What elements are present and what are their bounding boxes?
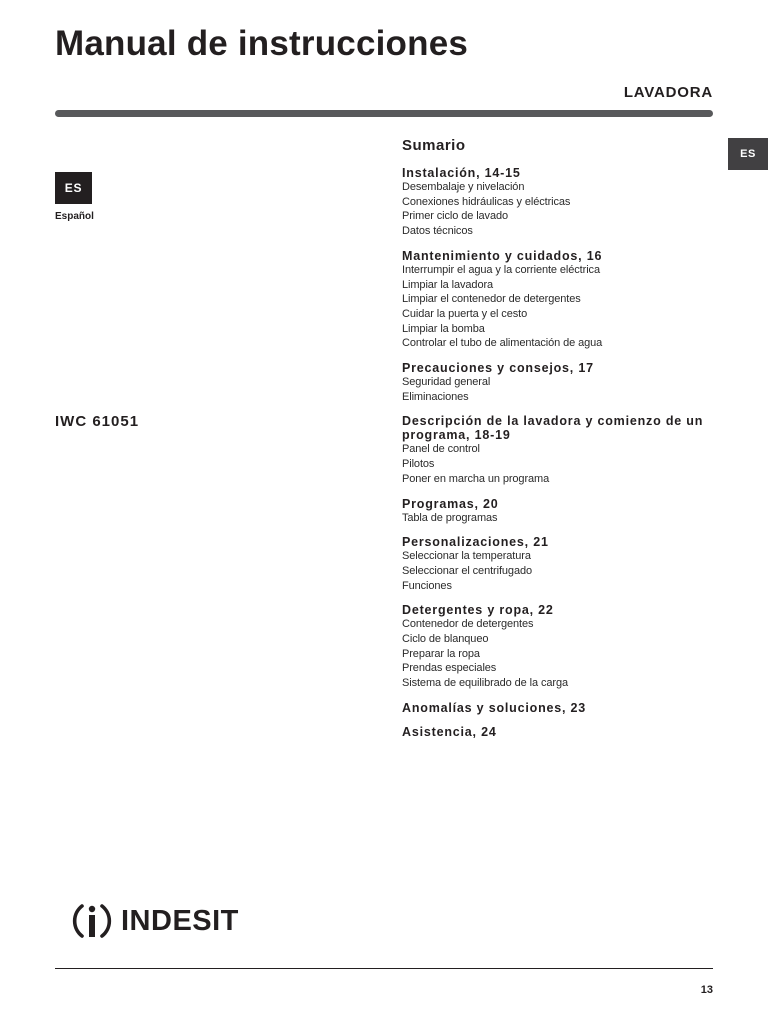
toc-subitem: Datos técnicos bbox=[402, 225, 473, 238]
toc-subitem-list bbox=[402, 180, 722, 239]
brand-name: INDESIT bbox=[121, 904, 239, 937]
toc-subitem-list bbox=[402, 263, 722, 351]
toc-subitem: Conexiones hidráulicas y eléctricas bbox=[402, 195, 571, 208]
toc-section-title[interactable]: Anomalías y soluciones, 23 bbox=[402, 700, 587, 715]
toc-section bbox=[402, 701, 722, 715]
toc-subitem: Sistema de equilibrado de la carga bbox=[402, 677, 568, 690]
toc-section bbox=[402, 361, 722, 404]
toc-section bbox=[402, 725, 722, 739]
model-number: IWC 61051 bbox=[55, 413, 140, 430]
toc-section-title[interactable]: Programas, 20 bbox=[402, 496, 499, 511]
toc-subitem: Controlar el tubo de alimentación de agua bbox=[402, 337, 603, 350]
toc-section bbox=[402, 166, 722, 239]
page-number: 13 bbox=[700, 984, 713, 996]
toc-subitem: Ciclo de blanqueo bbox=[402, 633, 489, 646]
toc-subitem-list bbox=[402, 549, 722, 593]
footer-divider bbox=[55, 968, 713, 969]
toc-subitem: Eliminaciones bbox=[402, 390, 469, 403]
toc-section bbox=[402, 414, 722, 486]
table-of-contents bbox=[402, 137, 722, 749]
language-name: Español bbox=[55, 211, 94, 222]
toc-section-title[interactable]: Detergentes y ropa, 22 bbox=[402, 603, 554, 618]
toc-subitem: Pilotos bbox=[402, 458, 435, 471]
toc-subitem: Limpiar la lavadora bbox=[402, 278, 494, 291]
toc-subitem-list bbox=[402, 511, 722, 526]
language-side-tab: ES bbox=[728, 138, 768, 170]
page-title: Manual de instrucciones bbox=[55, 24, 469, 63]
toc-subitem: Seleccionar el centrifugado bbox=[402, 564, 532, 577]
toc-subitem-list bbox=[402, 617, 722, 691]
toc-section-title[interactable]: Personalizaciones, 21 bbox=[402, 535, 549, 550]
language-code-badge: ES bbox=[55, 172, 92, 204]
toc-subitem: Interrumpir el agua y la corriente eléctrica bbox=[402, 263, 600, 276]
toc-section bbox=[402, 535, 722, 593]
toc-section-title[interactable]: Mantenimiento y cuidados, 16 bbox=[402, 248, 603, 263]
toc-subitem-list bbox=[402, 442, 722, 486]
toc-subitem: Contenedor de detergentes bbox=[402, 618, 534, 631]
toc-subitem: Panel de control bbox=[402, 443, 480, 456]
toc-subitem: Cuidar la puerta y el cesto bbox=[402, 307, 528, 320]
toc-section-title[interactable]: Descripción de la lavadora y comienzo de un programa, 18-19 bbox=[402, 414, 704, 443]
toc-heading: Sumario bbox=[402, 137, 466, 154]
toc-subitem-list bbox=[402, 375, 722, 404]
toc-section-title[interactable]: Precauciones y consejos, 17 bbox=[402, 361, 594, 376]
toc-sections bbox=[402, 166, 722, 739]
toc-subitem: Desembalaje y nivelación bbox=[402, 181, 525, 193]
header-divider bbox=[55, 110, 713, 117]
indesit-i-logo-icon bbox=[68, 897, 116, 945]
toc-subitem: Primer ciclo de lavado bbox=[402, 210, 509, 223]
toc-subitem: Seleccionar la temperatura bbox=[402, 550, 531, 563]
document-type: LAVADORA bbox=[623, 84, 713, 101]
toc-section bbox=[402, 249, 722, 351]
toc-subitem: Tabla de programas bbox=[402, 511, 498, 524]
toc-subitem: Limpiar la bomba bbox=[402, 322, 485, 335]
toc-subitem: Poner en marcha un programa bbox=[402, 472, 550, 485]
toc-section-title[interactable]: Asistencia, 24 bbox=[402, 724, 497, 739]
toc-subitem: Prendas especiales bbox=[402, 662, 497, 675]
brand-logo bbox=[68, 896, 239, 946]
toc-subitem: Funciones bbox=[402, 579, 452, 592]
toc-subitem: Limpiar el contenedor de detergentes bbox=[402, 293, 581, 306]
toc-section-title[interactable]: Instalación, 14-15 bbox=[402, 166, 521, 180]
toc-subitem: Preparar la ropa bbox=[402, 647, 480, 660]
toc-section bbox=[402, 603, 722, 691]
toc-subitem: Seguridad general bbox=[402, 376, 491, 389]
toc-section bbox=[402, 497, 722, 526]
